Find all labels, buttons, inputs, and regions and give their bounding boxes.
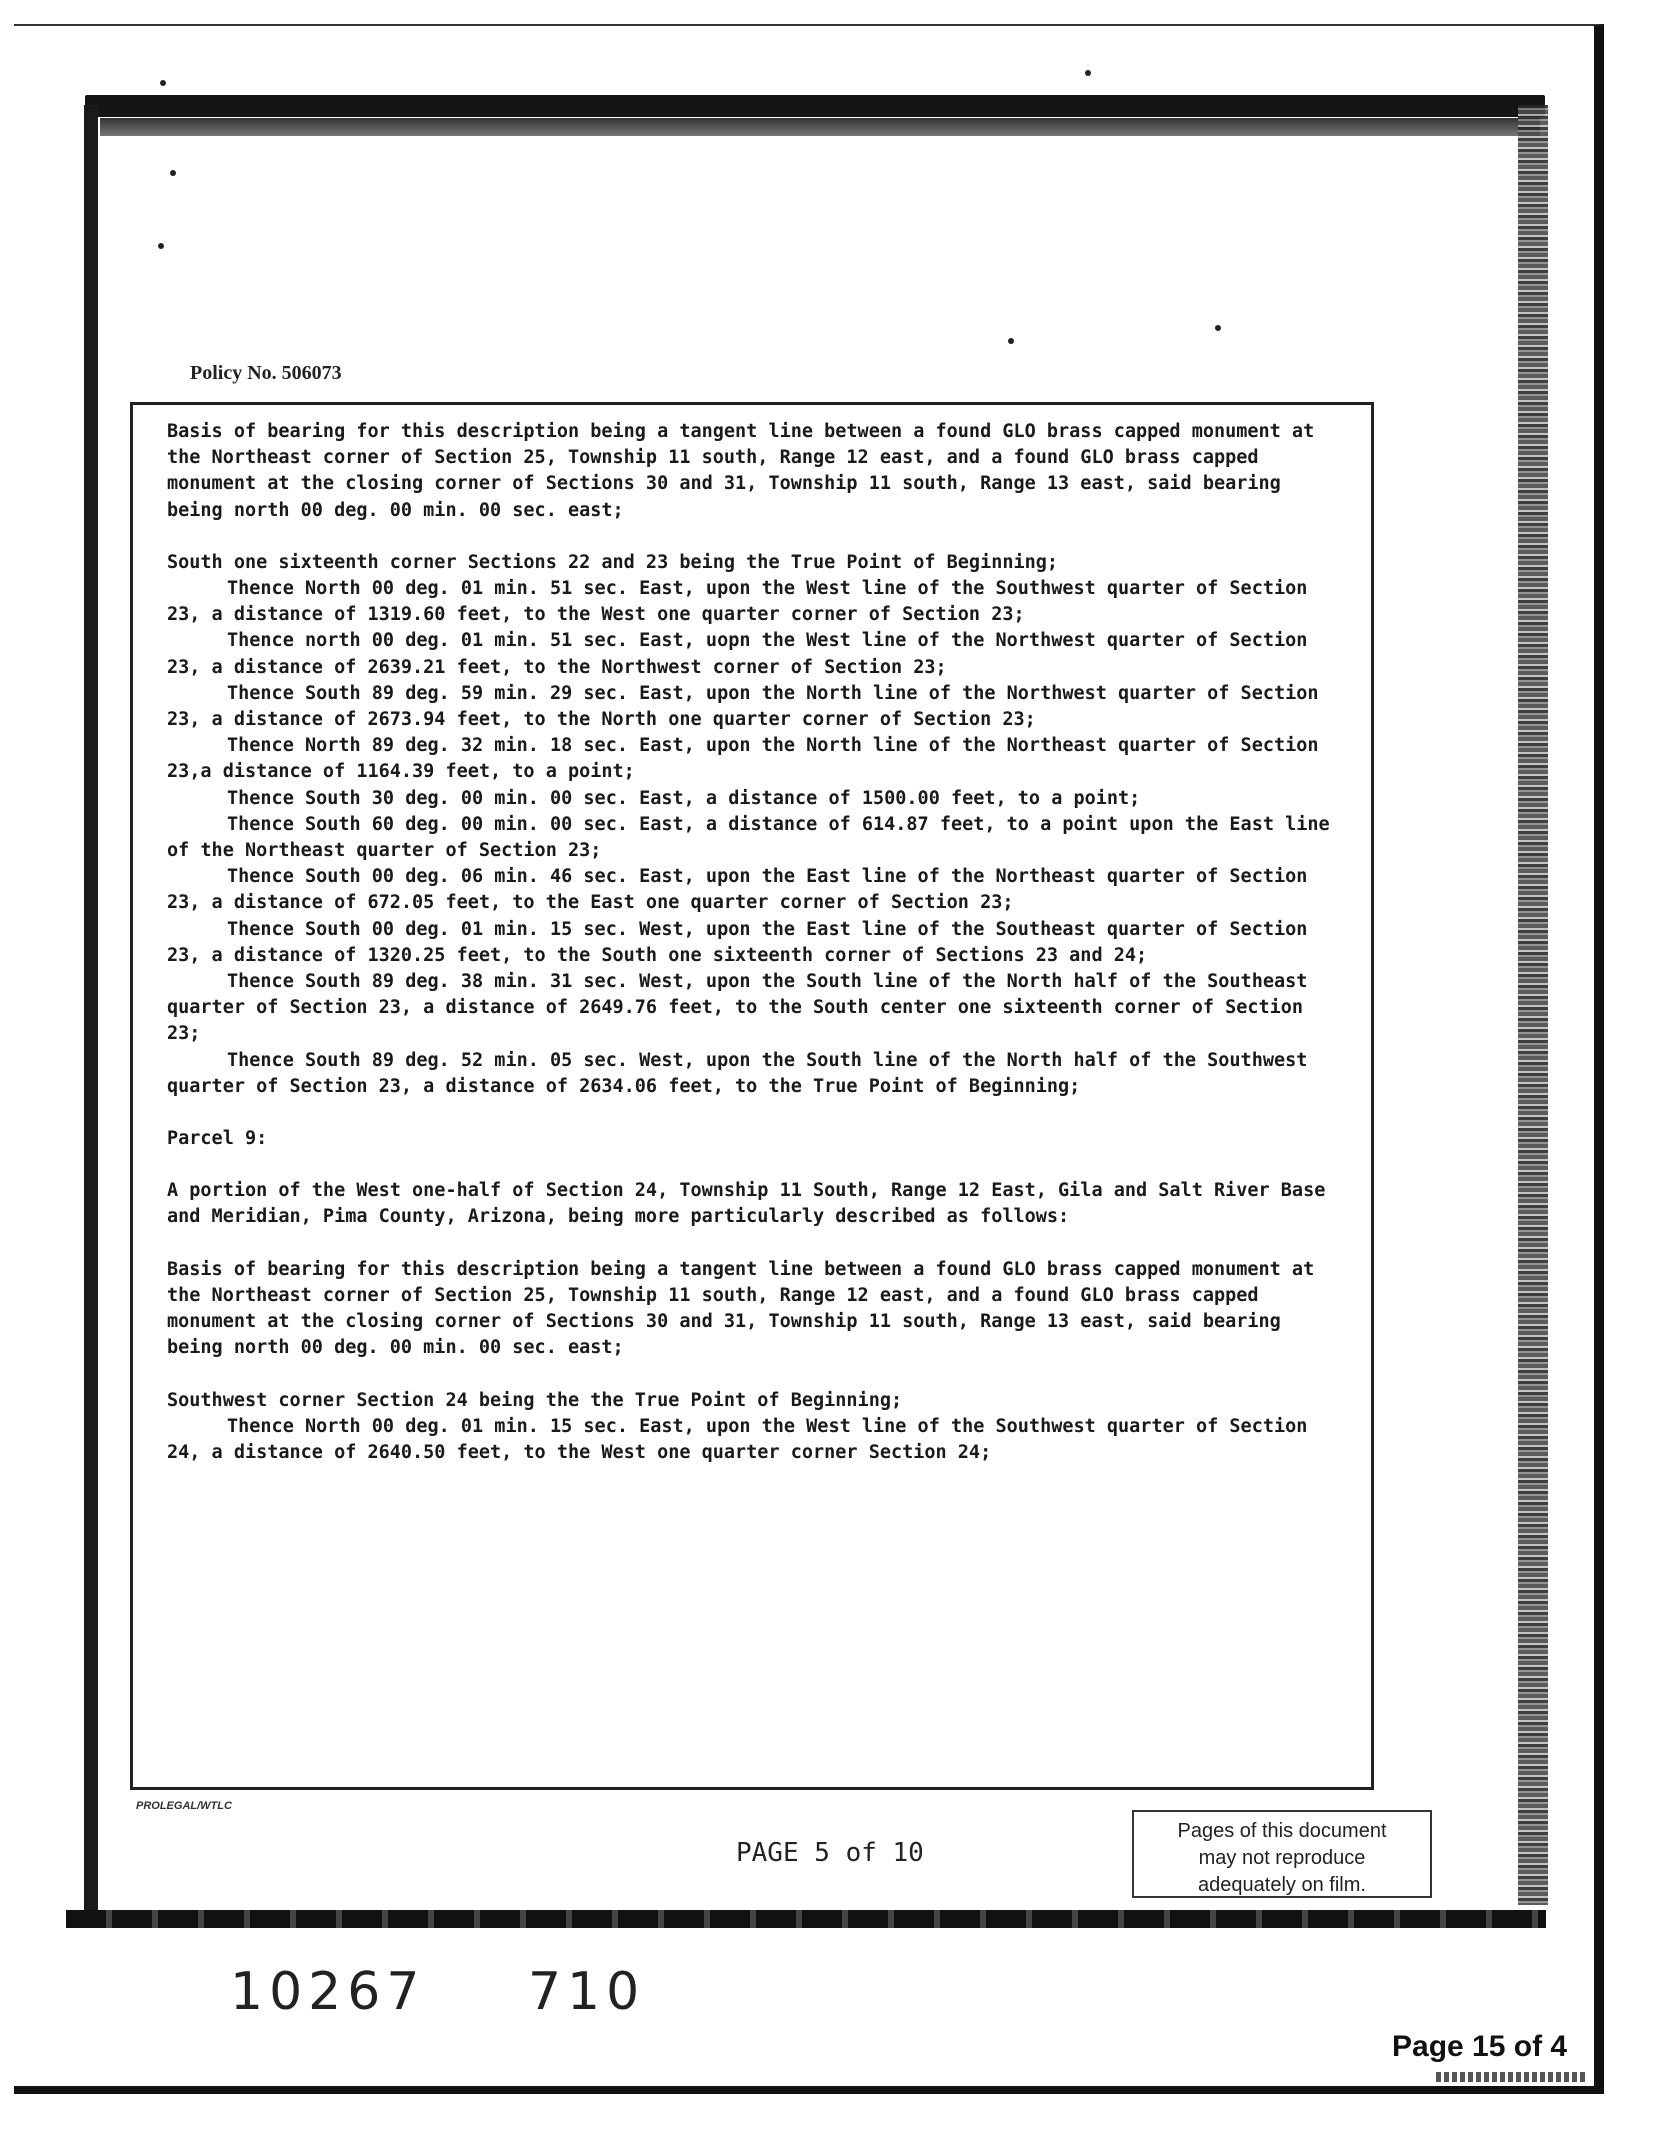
description-paragraph: Thence South 30 deg. 00 min. 00 sec. East, a distance of 1500.00 feet, to a point; xyxy=(227,787,1141,809)
scan-speck xyxy=(1008,338,1014,344)
timestamp-stamp xyxy=(1436,2072,1586,2082)
page-label: PAGE 5 of 10 xyxy=(736,1838,924,1868)
description-paragraph: Basis of bearing for this description being a tangent line between a found GLO brass capped monument at the Northeast corner of Section 25, Township 11 south, Range 12 east, and a found GLO brass capped monument at the closing corner of Sections 30 and 31, Township 11 south, Range 13 east, said bearing being north 00 deg. 00 min. 00 sec. east; xyxy=(167,421,1315,521)
description-paragraph: Thence North 00 deg. 01 min. 51 sec. East, upon the West line of the Southwest quarter of Section 23, a distance of 1319.60 feet, to the West one quarter corner of Section 23; xyxy=(167,578,1308,626)
scan-speck xyxy=(1215,325,1221,331)
notice-line: adequately on film. xyxy=(1198,1874,1366,1896)
description-paragraph: Thence South 89 deg. 52 min. 05 sec. West, upon the South line of the North half of the Southwest quarter of Section 23, a distance of 2634.06 feet, to the True Point of Beginning; xyxy=(167,1049,1308,1097)
scan-bottom-border xyxy=(66,1910,1546,1928)
scan-right-border xyxy=(1518,105,1548,1905)
scan-top-border xyxy=(85,95,1545,117)
description-paragraph: Thence North 89 deg. 32 min. 18 sec. East, upon the North line of the Northeast quarter of Section 23,a distance of 1164.39 feet, to a point; xyxy=(167,735,1319,783)
description-paragraph: Thence North 00 deg. 01 min. 15 sec. East, upon the West line of the Southwest quarter of Section 24, a distance of 2640.50 feet, to the West one quarter corner Section 24; xyxy=(167,1415,1308,1463)
scan-speck xyxy=(170,170,176,176)
description-paragraph: Parcel 9: xyxy=(167,1128,268,1150)
description-paragraph: Southwest corner Section 24 being the the True Point of Beginning; xyxy=(167,1389,903,1411)
scan-speck xyxy=(158,243,164,249)
description-paragraph: A portion of the West one-half of Section 24, Township 11 South, Range 12 East, Gila and Salt River Base and Meridian, Pima County, Arizona, being more particularly described as follows: xyxy=(167,1180,1326,1228)
description-paragraph: Thence South 00 deg. 01 min. 15 sec. West, upon the East line of the Southeast quarter of Section 23, a distance of 1320.25 feet, to the South one sixteenth corner of Sections 23 and 24; xyxy=(167,918,1308,966)
docket-number: 10267 xyxy=(230,1962,426,2022)
description-paragraph: South one sixteenth corner Sections 22 and 23 being the True Point of Beginning; xyxy=(167,551,1059,573)
notice-line: may not reproduce xyxy=(1198,1847,1366,1869)
description-paragraph: Thence South 00 deg. 06 min. 46 sec. East, upon the East line of the Northeast quarter of Section 23, a distance of 672.05 feet, to the East one quarter corner of Section 23; xyxy=(167,866,1308,914)
policy-number: Policy No. 506073 xyxy=(190,362,342,384)
description-paragraph: Thence South 89 deg. 38 min. 31 sec. West, upon the South line of the North half of the Southeast quarter of Section 23, a distance of 2649.76 feet, to the South center one sixteenth corner of Section 23; xyxy=(167,971,1308,1045)
description-paragraph: Basis of bearing for this description being a tangent line between a found GLO brass capped monument at the Northeast corner of Section 25, Township 11 south, Range 12 east, and a found GLO brass capped monument at the closing corner of Sections 30 and 31, Township 11 south, Range 13 east, said bearing being north 00 deg. 00 min. 00 sec. east; xyxy=(167,1258,1315,1359)
scan-left-border xyxy=(84,105,98,1915)
description-paragraph: Thence South 89 deg. 59 min. 29 sec. East, upon the North line of the Northwest quarter of Section 23, a distance of 2673.94 feet, to the North one quarter corner of Section 23; xyxy=(167,682,1319,731)
page-number: 710 xyxy=(527,1962,646,2022)
scan-top-shadow xyxy=(100,118,1540,136)
page-corner-label: Page 15 of 4 xyxy=(1392,2030,1568,2063)
recording-number xyxy=(230,1962,645,2022)
notice-line: Pages of this document xyxy=(1177,1820,1387,1842)
form-code: PROLEGAL/WTLC xyxy=(136,1800,232,1812)
film-notice-box xyxy=(1132,1810,1432,1898)
description-paragraph: Thence South 60 deg. 00 min. 00 sec. East, a distance of 614.87 feet, to a point upon the East line of the Northeast quarter of Section 23; xyxy=(167,813,1330,862)
legal-description-box xyxy=(130,402,1374,1790)
scan-speck xyxy=(160,80,166,86)
scan-speck xyxy=(1085,70,1091,76)
description-paragraph: Thence north 00 deg. 01 min. 51 sec. East, uopn the West line of the Northwest quarter of Section 23, a distance of 2639.21 feet, to the Northwest corner of Section 23; xyxy=(167,630,1308,678)
